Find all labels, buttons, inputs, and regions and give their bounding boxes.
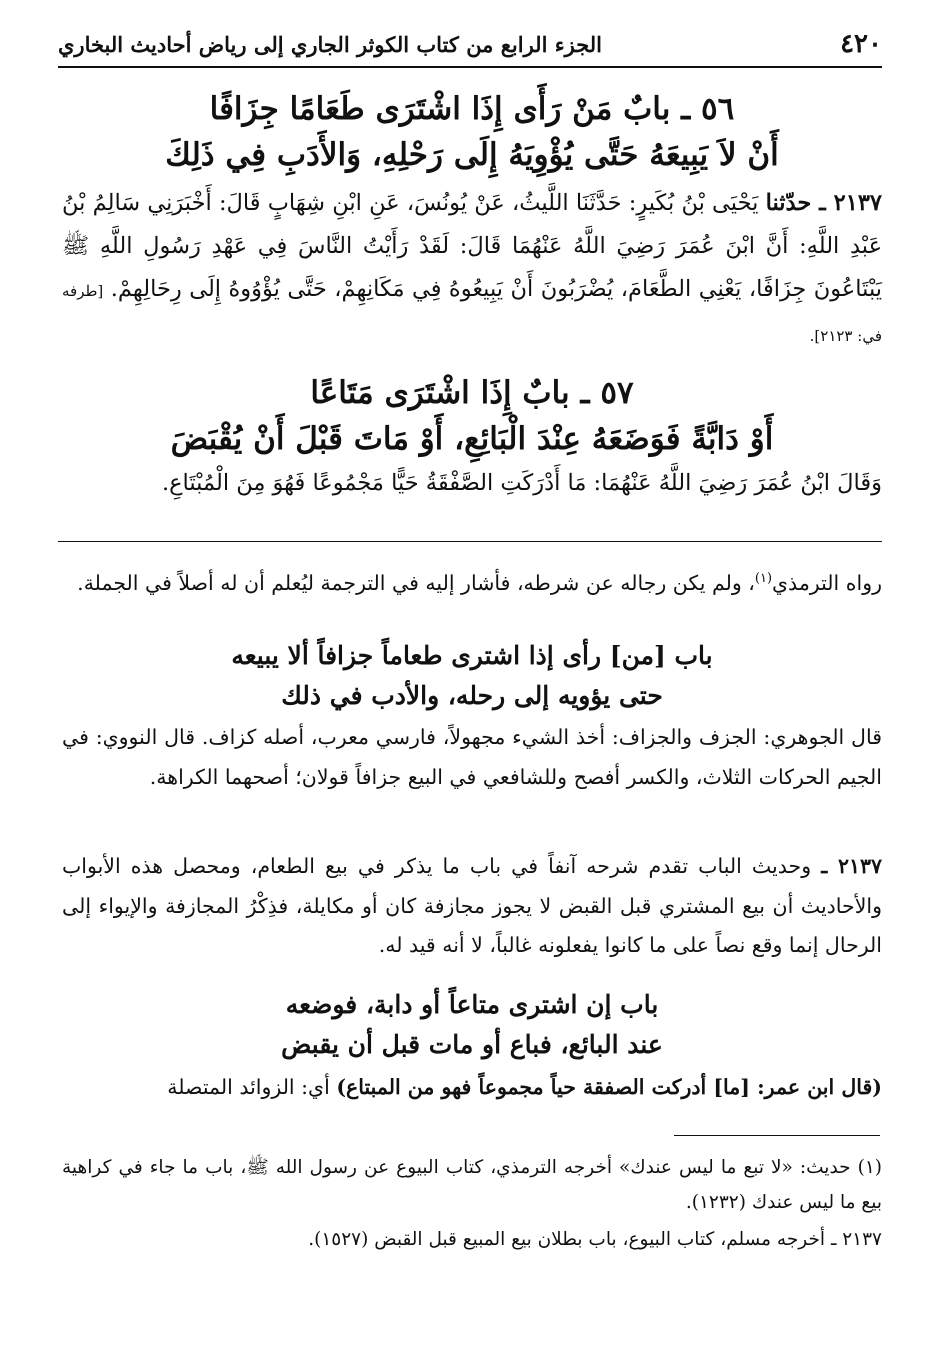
- running-title: الجزء الرابع من كتاب الكوثر الجاري إلى رياض أحاديث البخاري: [58, 31, 602, 57]
- athar-ibn-umar: وَقَالَ ابْنُ عُمَرَ رَضِيَ اللَّهُ عَنْهُمَا: مَا أَدْرَكَتِ الصَّفْقَةُ حَيًّا مَجْمُوعًا فَهُوَ مِنَ الْمُبْتَاعِ.: [161, 470, 882, 496]
- hadith-number: ٢١٣٧ ـ حدّثنا: [765, 190, 882, 216]
- sharh-bab-1-line-1: باب [من] رأى إذا اشترى طعاماً جزافاً ألا يبيعه: [231, 641, 713, 670]
- footnote-marker: (١): [754, 571, 773, 586]
- sharh-paragraph-1: قال الجوهري: الجزف والجزاف: أخذ الشيء مجهولاً، فارسي معرب، أصله كزاف. قال النووي: في الجيم الحركات الثلاث، والكسر أفصح وللشافعي في البيع جزافاً قولان؛ أصحهما الكراهة.: [62, 725, 882, 789]
- sharh-last-line: [62, 1068, 882, 1108]
- footnote-1: (١) حديث: «لا تبع ما ليس عندك» أخرجه الترمذي، كتاب البيوع عن رسول الله ﷺ، باب ما جاء في كراهية بيع ما ليس عندك (١٢٣٢).: [62, 1157, 882, 1213]
- footnote-2: ٢١٣٧ ـ أخرجه مسلم، كتاب البيوع، باب بطلان بيع المبيع قبل القبض (١٥٢٧).: [308, 1229, 882, 1250]
- sharh-bab-1-line-2: حتى يؤويه إلى رحله، والأدب في ذلك: [281, 681, 663, 710]
- sharh-last-rest: أي: الزوائد المتصلة: [167, 1075, 337, 1099]
- sharh-bab-1-title: [62, 636, 882, 716]
- sharh-hadith-number: ٢١٣٧ ـ: [821, 854, 882, 878]
- bab-56-line-2: أَنْ لاَ يَبِيعَهُ حَتَّى يُؤْوِيَهُ إِلَى رَحْلِهِ، وَالأَدَبِ فِي ذَلِكَ: [165, 137, 779, 173]
- footnote-divider: [674, 1135, 880, 1136]
- sharh-paragraph-2: [62, 847, 882, 966]
- bab-57-line-1: ٥٧ ـ بابٌ إِذَا اشْتَرَى مَتَاعًا: [310, 375, 634, 411]
- page-number: ٤٢٠: [840, 29, 882, 59]
- hadith-2137: [62, 182, 882, 358]
- matn-divider: [58, 541, 882, 542]
- tarafuh-reference: [طرفه في: ٢١٢٣].: [62, 282, 882, 345]
- sharh-bab-2-line-2: عند البائع، فباع أو مات قبل أن يقبض: [281, 1030, 663, 1059]
- bab-57-title: [62, 370, 882, 462]
- bab-56-line-1: ٥٦ ـ بابٌ مَنْ رَأَى إِذَا اشْتَرَى طَعَامًا جِزَافًا: [209, 91, 735, 127]
- bab-56-title: [62, 86, 882, 178]
- sharh-bab-2-title: [62, 985, 882, 1065]
- sharh-intro-rest: ، ولم يكن رجاله عن شرطه، فأشار إليه في الترجمة ليُعلم أن له أصلاً في الجملة.: [77, 570, 755, 595]
- quoted-athar: (قال ابن عمر: [ما] أدركت الصفقة حياً مجموعاً فهو من المبتاع): [336, 1075, 882, 1099]
- sharh-intro-start: رواه الترمذي: [772, 570, 882, 595]
- sharh-bab-2-line-1: باب إن اشترى متاعاً أو دابة، فوضعه: [285, 990, 659, 1019]
- hadith-text: يَحْيَى بْنُ بُكَيرٍ: حَدَّثَنَا اللَّيثُ، عَنْ يُونُسَ، عَنِ ابْنِ شِهَابٍ قَالَ: أَخْبَرَنِي سَالِمُ بْنُ عَبْدِ اللَّهِ: أَنَّ ابْنَ عُمَرَ رَضِيَ اللَّهُ عَنْهُمَا قَالَ: لَقَدْ رَأَيْتُ النَّاسَ فِي عَهْدِ رَسُولِ اللَّهِ ﷺ يَبْتَاعُونَ جِزَافًا، يَعْنِي الطَّعَامَ، يُضْرَبُونَ أَنْ يَبِيعُوهُ فِي مَكَانِهِمْ، حَتَّى يُؤْوُوهُ إِلَى رِحَالِهِمْ.: [62, 190, 883, 302]
- sharh-intro: [62, 559, 882, 603]
- bab-57-line-2: أَوْ دَابَّةً فَوَضَعَهُ عِنْدَ الْبَائِعِ، أَوْ مَاتَ قَبْلَ أَنْ يُقْبَضَ: [170, 421, 774, 457]
- sharh-paragraph-2-text: وحديث الباب تقدم شرحه آنفاً في باب ما يذكر في بيع الطعام، ومحصل هذه الأبواب والأحاديث أن بيع المشتري قبل القبض لا يجوز مجازفة كان أو مكايلة، فذِكْرُ المجازفة والإيواء إلى الرحال إنما وقع نصاً على ما كانوا يفعلونه غالباً، لا أنه قيد له.: [62, 854, 882, 957]
- page-header: [58, 22, 882, 68]
